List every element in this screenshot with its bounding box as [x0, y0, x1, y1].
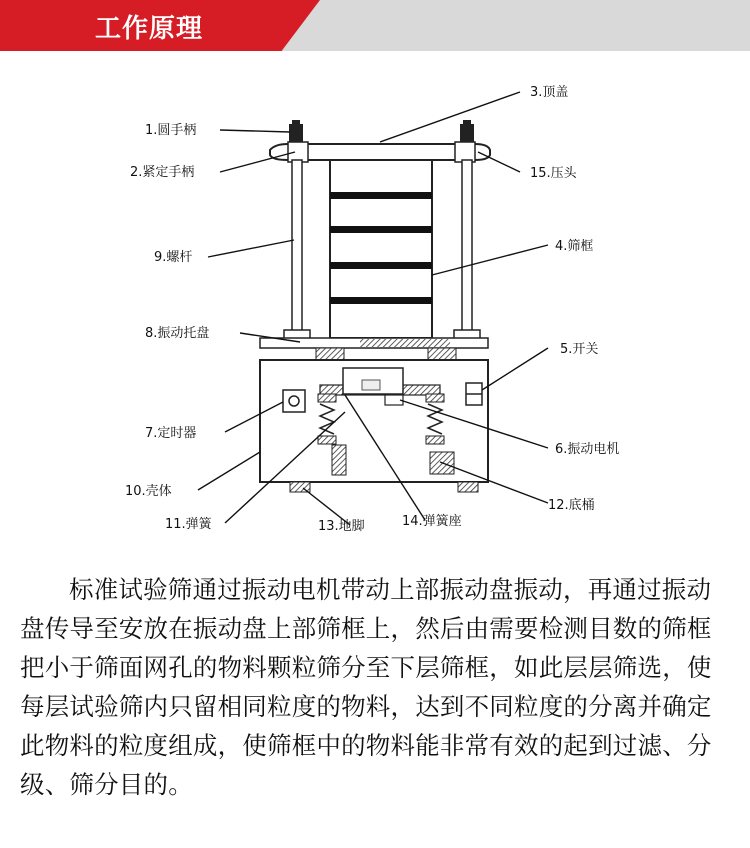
tray-support-left — [316, 348, 344, 360]
label-screw-rod: 9.螺杆 — [154, 250, 193, 265]
label-bottom-bucket: 12.底桶 — [548, 498, 595, 513]
sieve-shaker-diagram — [0, 60, 750, 560]
sieve-frame — [330, 160, 432, 338]
switch — [466, 383, 482, 405]
label-spring-seat: 14.弹簧座 — [402, 514, 462, 529]
label-vibration-tray: 8.振动托盘 — [145, 326, 210, 341]
description-text: 标准试验筛通过振动电机带动上部振动盘振动，再通过振动盘传导至安放在振动盘上部筛框上，然后由需要检测目数的筛框把小于筛面网孔的物料颗粒筛分至下层筛框，如此层层筛选，使每层试验筛内只留相同粒度的物料，达到不同粒度的分离并确定此物料的粒度组成，使筛框中的物料能非常有效的起到过滤、分级、筛分目的。 — [20, 575, 712, 799]
spring-seat-left — [332, 445, 346, 475]
label-tightening-handle: 2.紧定手柄 — [130, 165, 195, 180]
label-press-head: 15.压头 — [530, 166, 577, 181]
round-handle-right — [460, 120, 474, 142]
header-title: 工作原理 — [95, 14, 204, 44]
round-handle-left — [289, 120, 303, 142]
tray-support-right — [428, 348, 456, 360]
timer — [283, 390, 305, 412]
label-timer: 7.定时器 — [145, 426, 197, 441]
label-sieve-frame: 4.筛框 — [555, 239, 594, 254]
vibration-tray — [260, 338, 488, 348]
foot-right — [458, 482, 478, 492]
label-round-handle: 1.圆手柄 — [145, 123, 197, 138]
label-spring: 11.弹簧 — [165, 517, 212, 532]
label-switch: 5.开关 — [560, 342, 599, 357]
label-housing: 10.壳体 — [125, 484, 172, 499]
label-vibration-motor: 6.振动电机 — [555, 442, 620, 457]
label-top-cover: 3.顶盖 — [530, 85, 569, 100]
label-foot: 13.地脚 — [318, 519, 365, 534]
